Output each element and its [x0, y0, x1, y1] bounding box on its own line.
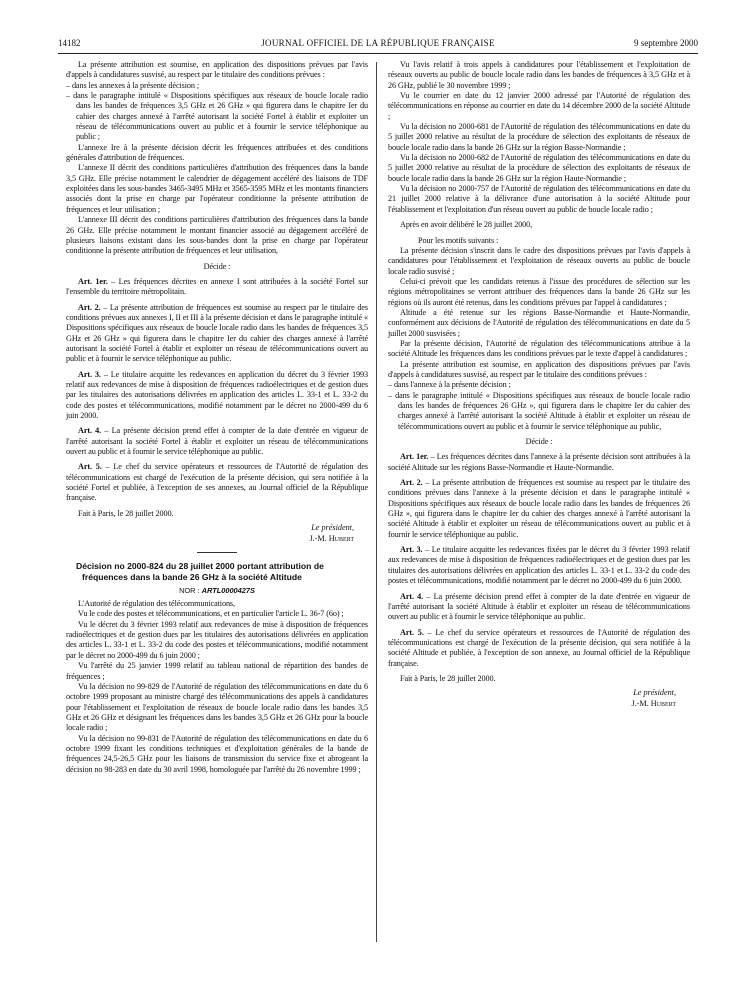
page-header [58, 36, 698, 50]
signature-title: Le président, [311, 523, 354, 533]
article-number: Art. 5. [400, 627, 424, 637]
paragraph: L'annexe II décrit des conditions particulières d'attribution des fréquences dans la bande 3,5 GHz. Elle précise notamment le calendrier de dégagement accéléré des liaisons de TDF exploitées dans les sous-bandes 3465-3495 MHz et 3565-3595 MHz et les montants financiers associés dont la prise en charge par l'opérateur conditionne la présente attribution de fréquences et leur utilisation ; [66, 163, 368, 214]
paragraph: Vu le décret du 3 février 1993 relatif aux redevances de mise à disposition de fréquences radioélectriques et de gestion dues par les titulaires des autorisations délivrées en application des articles L. 33-1 et L. 33-2 du code des postes et télécommunications, modifié notamment par le décret no 2000-499 du 6 juin 2000 ; [66, 619, 368, 660]
article-text: – Le chef du service opérateurs et ressources de l'Autorité de régulation des télécommunications est chargé de l'exécution de la présente décision, qui sera notifiée à la société Fortel et publiée, à l'exception de ses annexes, au Journal officiel de la République française. [66, 462, 368, 503]
page-number: 14182 [58, 38, 81, 48]
left-column [66, 60, 368, 775]
decide-heading: Décide : [525, 437, 553, 447]
paragraph: La présente décision s'inscrit dans le cadre des dispositions prévues par l'avis d'appels à candidatures pour l'établissement et l'exploitation de réseaux ouverts au public de boucle locale radio susvisé ; [388, 245, 690, 276]
paragraph: Vu l'avis relatif à trois appels à candidatures pour l'établissement et l'exploitation de réseaux ouverts au public de boucle locale radio dans les bandes de fréquences à 3,5 GHz et à 26 GHz, publié le 30 novembre 1999 ; [388, 60, 690, 90]
article-text: – Le titulaire acquitte les redevances fixées par le décret du 3 février 1993 relatif aux redevances de mise à disposition de fréquences radioélectriques et de gestion dues par les titulaires des autorisations délivrées en application des articles L. 33-1 et L. 33-2 du code des postes et télécommunications, modifié notamment par le décret no 2000-499 du 6 juin 2000. [388, 545, 690, 586]
article-number: Art. 2. [400, 478, 423, 488]
article-4 [66, 426, 368, 457]
paragraph: Vu la décision no 2000-757 de l'Autorité de régulation des télécommunications en date du 21 juillet 2000 relative à la délivrance d'une autorisation à la société Altitude pour l'établissement et l'exploitation d'un réseau ouvert au public de boucle locale radio ; [388, 184, 690, 214]
list-item: – dans le paragraphe intitulé « Dispositions spécifiques aux réseaux de boucle locale radio dans les bandes de fréquences 26 GHz », qui figurera dans le chapitre Ier du cahier des charges annexé à l'arrêté autorisant la société Altitude à établir et exploiter un réseau de télécommunications ouvert au public et à fournir le service téléphonique au public, [388, 390, 690, 431]
paragraph: Celui-ci prévoit que les candidats retenus à l'issue des procédures de sélection sur les régions métropolitaines se verront attribuer des fréquences dans la bande 26 GHz sur les régions où ils auront été retenus, dans les conditions prévues par l'appel à candidatures ; [388, 276, 690, 307]
article-4 [388, 592, 690, 623]
article-1 [388, 452, 690, 473]
article-text: – La présente attribution de fréquences est soumise au respect par le titulaire des conditions prévues aux annexes I, II et III à la présente décision et dans le paragraphe intitulé « Dispositions spécifiques aux réseaux de boucle locale radio dans les bandes de fréquences 3,5 GHz et 26 GHz » qui figurera dans le chapitre Ier du cahier des charges annexé à l'arrêté autorisant la société Fortel à établir et exploiter un réseau de télécommunications ouvert au public et à fournir le service téléphonique au public. [66, 302, 368, 364]
signature [388, 688, 690, 709]
article-number: Art. 3. [400, 545, 423, 555]
article-number: Art. 4. [400, 591, 424, 601]
article-2 [388, 478, 690, 540]
nor-label: NOR : [179, 586, 202, 596]
article-number: Art. 5. [78, 462, 102, 472]
decision-title: Décision no 2000-824 du 28 juillet 2000 portant attribution de fréquences dans la bande 26 GHz à la société Altitude [76, 560, 324, 582]
signature [66, 523, 368, 544]
section-separator [197, 552, 237, 553]
article-5 [388, 628, 690, 669]
article-text: – Le chef du service opérateurs et ressources de l'Autorité de régulation des télécommunications est chargé de l'exécution de la présente décision, qui sera notifiée à la société Altitude et publiée, à l'exception de son annexe, au Journal officiel de la République française. [388, 627, 690, 668]
issue-date: 9 septembre 2000 [634, 38, 698, 48]
article-number: Art. 1er. [78, 276, 108, 286]
paragraph: Vu la décision no 99-831 de l'Autorité de régulation des télécommunications en date du 6 octobre 1999 fixant les conditions techniques et d'exploitation générales de la bande de fréquences 24,5-26,5 GHz pour les liaisons de transmission du service fixe et abrogeant la décision no 98-283 en date du 30 avril 1998, homologuée par l'arrêté du 26 novembre 1999 ; [66, 733, 368, 774]
paragraph: Vu la décision no 99-829 de l'Autorité de régulation des télécommunications en date du 6 octobre 1999 proposant au ministre chargé des télécommunications des appels à candidatures pour l'établissement et l'exploitation de réseaux de boucle locale radio dans les bandes 3,5 GHz et 26 GHz et désignant les fréquences dans les bandes 3,5 GHz et 26 GHz pour la boucle locale radio ; [66, 681, 368, 733]
article-text: – La présente attribution de fréquences est soumise au respect par le titulaire des conditions prévues dans l'annexe à la présente décision et dans le paragraphe intitulé « Dispositions spécifiques aux réseaux de boucle locale radio dans les bandes de fréquences 26 GHz », qui figurera dans le chapitre Ier du cahier des charges annexé à l'arrêté autorisant la société Altitude à établir et exploiter un réseau de télécommunications ouvert au public et à fournir le service téléphonique au public. [388, 478, 690, 539]
paragraph: L'annexe III décrit des conditions particulières d'attribution des fréquences dans la bande 26 GHz. Elle précise notamment le montant financier associé au dégagement accéléré de plusieurs liaisons existant dans les sous-bandes dont la prise en charge par l'opérateur conditionne la présente attribution de fréquences et leur utilisation, [66, 215, 368, 256]
paragraph: L'annexe Ire à la présente décision décrit les fréquences attribuées et des conditions générales d'attribution de fréquences. [66, 142, 368, 163]
paragraph: Vu le courrier en date du 12 janvier 2000 adressé par l'Autorité de régulation des télécommunications en réponse au courrier en date du 14 décembre 2000 de la société Altitude ; [388, 91, 690, 121]
article-number: Art. 2. [78, 302, 101, 312]
column-divider [376, 62, 377, 942]
signature-title: Le président, [633, 688, 676, 698]
article-text: – La présente décision prend effet à compter de la date d'entrée en vigueur de l'arrêté autorisant la société Fortel à établir et exploiter un réseau de télécommunications ouvert au public et à fournir le service téléphonique au public. [66, 426, 368, 457]
fait-line: Fait à Paris, le 28 juillet 2000. [400, 673, 496, 683]
journal-title: JOURNAL OFFICIEL DE LA RÉPUBLIQUE FRANÇAISE [261, 38, 495, 48]
list-item: – dans l'annexe à la présente décision ; [388, 380, 511, 390]
paragraph: Vu le code des postes et télécommunications, et en particulier l'article L. 36-7 (6o) ; [78, 609, 344, 619]
article-1 [66, 277, 368, 298]
right-column [388, 60, 690, 709]
paragraph: La présente attribution est soumise, en application des dispositions prévues par l'avis d'appels à candidatures susvisé, au respect par le titulaire des conditions prévues : [388, 359, 690, 379]
paragraph: Altitude a été retenue sur les régions Basse-Normandie et Haute-Normandie, conformément aux décisions de l'Autorité de régulation des télécommunications en date du 5 juillet 2000 susvisées ; [388, 307, 690, 338]
paragraph: Par la présente décision, l'Autorité de régulation des télécommunications attribue à la société Altitude les fréquences dans les conditions prévues par le texte d'appel à candidatures ; [388, 338, 690, 359]
article-text: – Les fréquences décrites dans l'annexe à la présente décision sont attribuées à la société Altitude sur les régions Basse-Normandie et Haute-Normandie. [388, 452, 690, 472]
article-3 [388, 545, 690, 586]
article-text: – Les fréquences décrites en annexe I sont attribuées à la société Fortel sur l'ensemble du territoire métropolitain. [66, 276, 369, 297]
paragraph: Vu la décision no 2000-682 de l'Autorité de régulation des télécommunications en date du 5 juillet 2000 relative au résultat de la procédure de sélection des exploitants de réseaux de boucle locale radio dans la bande 26 GHz sur la région Haute-Normandie ; [388, 153, 690, 183]
fait-line: Fait à Paris, le 28 juillet 2000. [78, 508, 174, 518]
article-2 [66, 303, 368, 365]
paragraph: Pour les motifs suivants : [418, 235, 499, 245]
signature-name: J.-M. Hubert [631, 698, 676, 708]
nor-reference [66, 586, 368, 595]
article-number: Art. 3. [78, 369, 101, 379]
article-3 [66, 370, 368, 422]
article-number: Art. 4. [78, 426, 102, 436]
paragraph: La présente attribution est soumise, en application des dispositions prévues par l'avis d'appels à candidatures susvisé, au respect par le titulaire des conditions prévues : [66, 60, 368, 80]
paragraph: L'Autorité de régulation des télécommunications, [78, 599, 235, 609]
article-5 [66, 462, 368, 503]
decide-heading: Décide : [203, 261, 231, 271]
paragraph: Vu l'arrêté du 25 janvier 1999 relatif au tableau national de répartition des bandes de fréquences ; [66, 661, 368, 681]
list-item: – dans le paragraphe intitulé « Dispositions spécifiques aux réseaux de boucle locale radio dans les bandes de fréquences 3,5 GHz et 26 GHz » qui figurera dans le chapitre Ier du cahier des charges annexé à l'arrêté autorisant la société Fortel à établir et exploiter un réseau de télécommunications ouvert au public et à fournir le service téléphonique au public ; [66, 91, 368, 142]
article-text: – La présente décision prend effet à compter de la date d'entrée en vigueur de l'arrêté autorisant la société Altitude à établir et exploiter un réseau de télécommunications ouvert au public et à fournir le service téléphonique au public. [388, 591, 690, 622]
signature-name: J.-M. Hubert [309, 533, 354, 543]
paragraph: Après en avoir délibéré le 28 juillet 2000, [400, 220, 533, 230]
header-rule [58, 53, 698, 54]
paragraph: Vu la décision no 2000-681 de l'Autorité de régulation des télécommunications en date du 5 juillet 2000 relative au résultat de la procédure de sélection des exploitants de réseaux de boucle locale radio dans la bande 26 GHz sur la région Basse-Normandie ; [388, 122, 690, 152]
nor-code: ARTL0000427S [201, 586, 255, 596]
article-text: – Le titulaire acquitte les redevances en application du décret du 3 février 1993 relatif aux redevances de mise à disposition de fréquences radioélectriques et de gestion dues par les titulaires des autorisations délivrées en application des articles L. 33-1 et L. 33-2 du code des postes et télécommunications, modifié notamment par le décret no 2000-499 du 6 juin 2000. [66, 369, 368, 420]
article-number: Art. 1er. [400, 452, 429, 462]
list-item: – dans les annexes à la présente décision ; [66, 80, 200, 90]
